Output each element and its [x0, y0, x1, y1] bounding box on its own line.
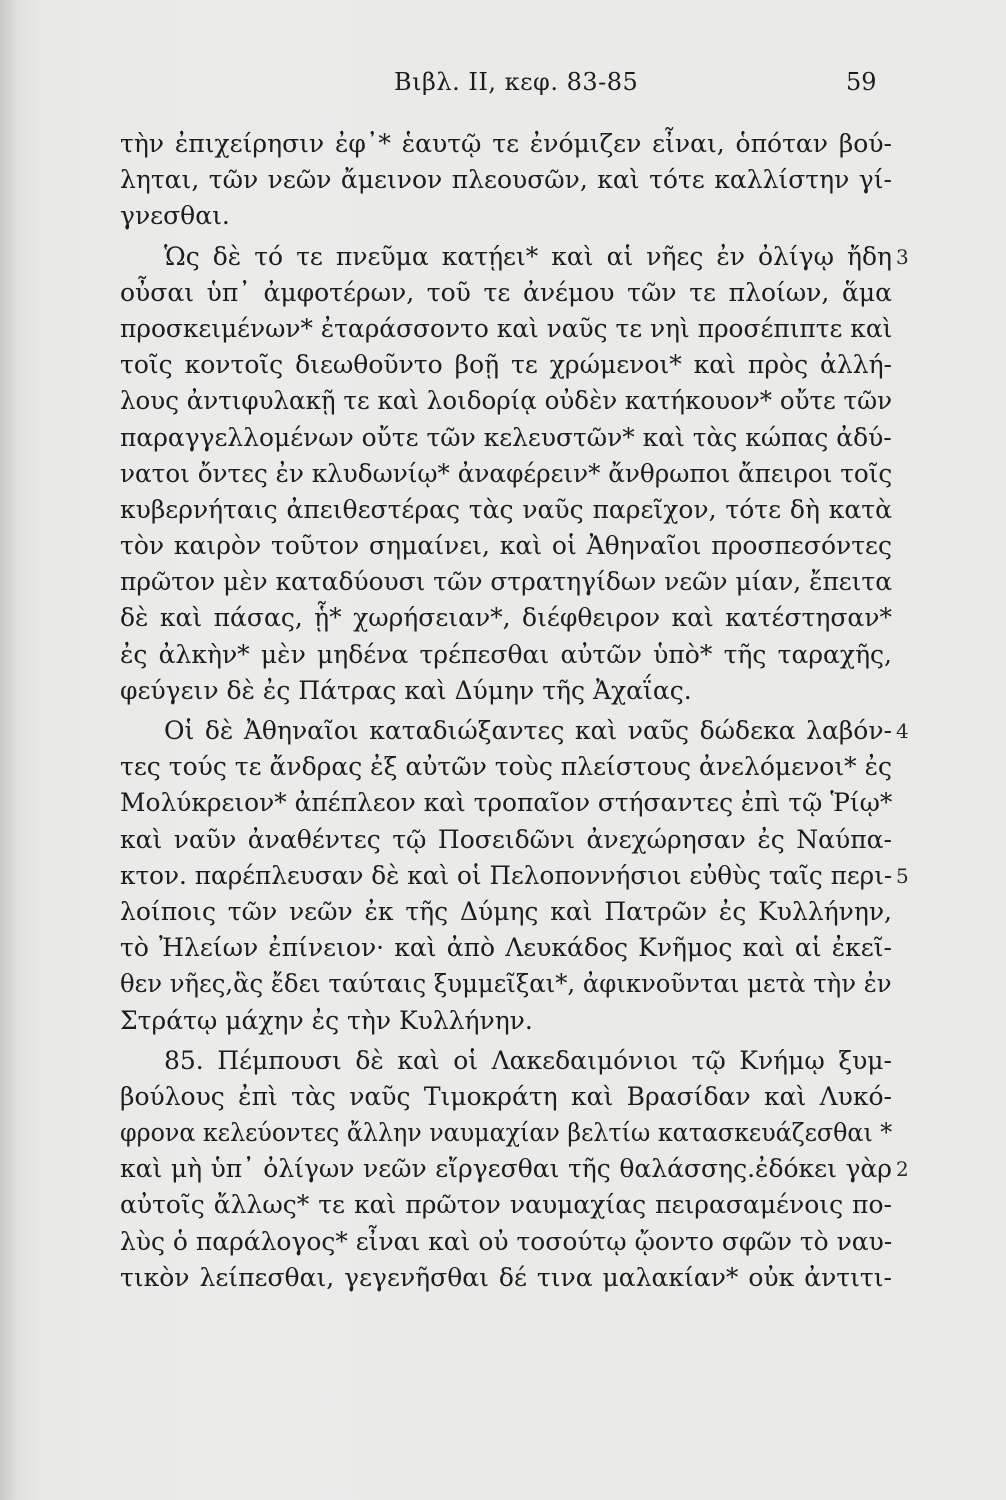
line-text: Μολύκρειον* ἀπέπλεον καὶ τροπαῖον στήσαντες ἐπὶ τῷ Ῥίῳ*: [120, 788, 893, 818]
line-text: 85. Πέμπουσι δὲ καὶ οἱ Λακεδαιμόνιοι τῷ Κνήμῳ ξυμ-: [164, 1045, 892, 1075]
line-text: αὐτοῖς ἄλλως* τε καὶ πρῶτον ναυμαχίας πειρασαμένοις πο-: [120, 1190, 892, 1220]
page-number: 59: [846, 68, 877, 96]
line-text: πρῶτον μὲν καταδύουσι τῶν στρατηγίδων νεῶν μίαν, ἔπειτα: [120, 567, 892, 597]
page-header: [0, 62, 1006, 102]
line-text: λὺς ὁ παράλογος* εἶναι καὶ οὐ τοσούτῳ ᾤοντο σφῶν τὸ ναυ-: [120, 1226, 893, 1256]
text-line: [120, 785, 892, 821]
line-text: λοίποις τῶν νεῶν ἐκ τῆς Δύμης καὶ Πατρῶν ἐς Κυλλήνην,: [120, 896, 892, 926]
text-line: [120, 162, 892, 198]
text-line: [120, 456, 892, 492]
section-number: 4: [896, 719, 909, 743]
line-text: παραγγελλομένων οὔτε τῶν κελευστῶν* καὶ τὰς κώπας ἀδύ-: [120, 422, 892, 452]
line-text: γνεσθαι.: [120, 201, 230, 231]
text-line: [120, 239, 909, 275]
line-text: τὴν ἐπιχείρησιν ἐφ᾽* ἑαυτῷ τε ἐνόμιζεν εἶναι, ὁπόταν βού-: [120, 129, 892, 158]
text-line: [120, 420, 892, 456]
line-text: τὸ Ἠλείων ἐπίνειον· καὶ ἀπὸ Λευκάδος Κνῆμος καὶ αἱ ἐκεῖ-: [120, 933, 892, 963]
line-text: κτον. παρέπλευσαν δὲ καὶ οἱ Πελοποννήσιοι εὐθὺς ταῖς περι-: [120, 860, 893, 890]
line-text: φρονα κελεύοντες ἄλλην ναυμαχίαν βελτίω κατασκευάζεσθαι *: [120, 1118, 893, 1148]
line-text: προσκειμένων* ἐταράσσοντο καὶ ναῦς τε νηὶ προσέπιπτε καὶ: [120, 313, 893, 343]
text-line: [120, 1115, 892, 1151]
section-number: 5: [896, 863, 909, 888]
line-text: φεύγειν δὲ ἐς Πάτρας καὶ Δύμην τῆς Ἀχαΐας.: [120, 675, 692, 705]
text-line: [120, 126, 892, 162]
line-text: οὖσαι ὑπ᾽ ἀμφοτέρων, τοῦ τε ἀνέμου τῶν τε πλοίων, ἅμα: [120, 277, 892, 307]
line-text: καὶ μὴ ὑπ᾽ ὀλίγων νεῶν εἴργεσθαι τῆς θαλάσσης.ἐδόκει γὰρ: [120, 1154, 892, 1184]
text-line: [120, 600, 892, 636]
text-line: [120, 564, 892, 600]
text-line: [120, 966, 892, 1002]
line-text: Ὡς δὲ τό τε πνεῦμα κατῄει* καὶ αἱ νῆες ἐν ὀλίγῳ ἤδη: [164, 241, 892, 271]
text-line: [120, 673, 892, 709]
text-line: [120, 347, 892, 383]
line-text: κυβερνήταις ἀπειθεστέρας τὰς ναῦς παρεῖχον, τότε δὴ κατὰ: [120, 494, 892, 524]
line-text: λους ἀντιφυλακῇ τε καὶ λοιδορίᾳ οὐδὲν κατήκουον* οὔτε τῶν: [120, 386, 893, 416]
line-text: νατοι ὄντες ἐν κλυδωνίῳ* ἀναφέρειν* ἄνθρωποι ἄπειροι τοῖς: [120, 458, 893, 488]
text-line: [120, 383, 892, 419]
running-head: Βιβλ. II, κεφ. 83-85: [394, 68, 639, 96]
text-line: [120, 1151, 909, 1187]
page-gutter: [0, 0, 18, 1500]
text-line: [120, 713, 909, 749]
text-line: [120, 822, 892, 858]
line-text: Στράτῳ μάχην ἐς τὴν Κυλλήνην.: [120, 1005, 533, 1035]
text-line: [120, 1224, 892, 1260]
line-text: ληται, τῶν νεῶν ἄμεινον πλεουσῶν, καὶ τότε καλλίστην γί-: [120, 165, 892, 195]
text-line: [120, 1079, 892, 1115]
line-text: καὶ ναῦν ἀναθέντες τῷ Ποσειδῶνι ἀνεχώρησαν ἐς Ναύπα-: [120, 824, 892, 854]
text-line: [120, 198, 892, 234]
text-line: [120, 749, 892, 785]
text-line: [120, 528, 892, 564]
text-line: [120, 1260, 892, 1296]
text-line: [120, 311, 892, 347]
section-number: 3: [896, 244, 909, 269]
text-line: [120, 637, 892, 673]
text-line: [120, 1187, 892, 1223]
line-text: τικὸν λείπεσθαι, γεγενῆσθαι δέ τινα μαλακίαν* οὐκ ἀντιτι-: [120, 1262, 892, 1292]
text-line: [120, 894, 892, 930]
line-text: τες τούς τε ἄνδρας ἐξ αὐτῶν τοὺς πλείστους ἀνελόμενοι* ἐς: [120, 752, 892, 782]
text-line: [120, 858, 909, 894]
text-line: [120, 1043, 892, 1079]
text-line: [120, 930, 892, 966]
line-text: Οἱ δὲ Ἀθηναῖοι καταδιώξαντες καὶ ναῦς δώδεκα λαβόν-: [164, 716, 892, 745]
line-text: τοῖς κοντοῖς διεωθοῦντο βοῇ τε χρώμενοι* καὶ πρὸς ἀλλή-: [120, 350, 892, 380]
section-number: 2: [896, 1157, 909, 1182]
line-text: ἐς ἀλκὴν* μὲν μηδένα τρέπεσθαι αὐτῶν ὑπὸ* τῆς ταραχῆς,: [120, 639, 892, 669]
body-text: [120, 126, 909, 1296]
line-text: δὲ καὶ πάσας, ᾗ* χωρήσειαν*, διέφθειρον καὶ κατέστησαν*: [120, 603, 892, 633]
text-line: [120, 492, 892, 528]
text-line: [120, 275, 892, 311]
line-text: θεν νῆες,ἃς ἔδει ταύταις ξυμμεῖξαι*, ἀφικνοῦνται μετὰ τὴν ἐν: [120, 969, 892, 999]
text-line: [120, 1003, 892, 1039]
line-text: βούλους ἐπὶ τὰς ναῦς Τιμοκράτη καὶ Βρασίδαν καὶ Λυκό-: [120, 1081, 892, 1111]
line-text: τὸν καιρὸν τοῦτον σημαίνει, καὶ οἱ Ἀθηναῖοι προσπεσόντες: [120, 531, 892, 561]
